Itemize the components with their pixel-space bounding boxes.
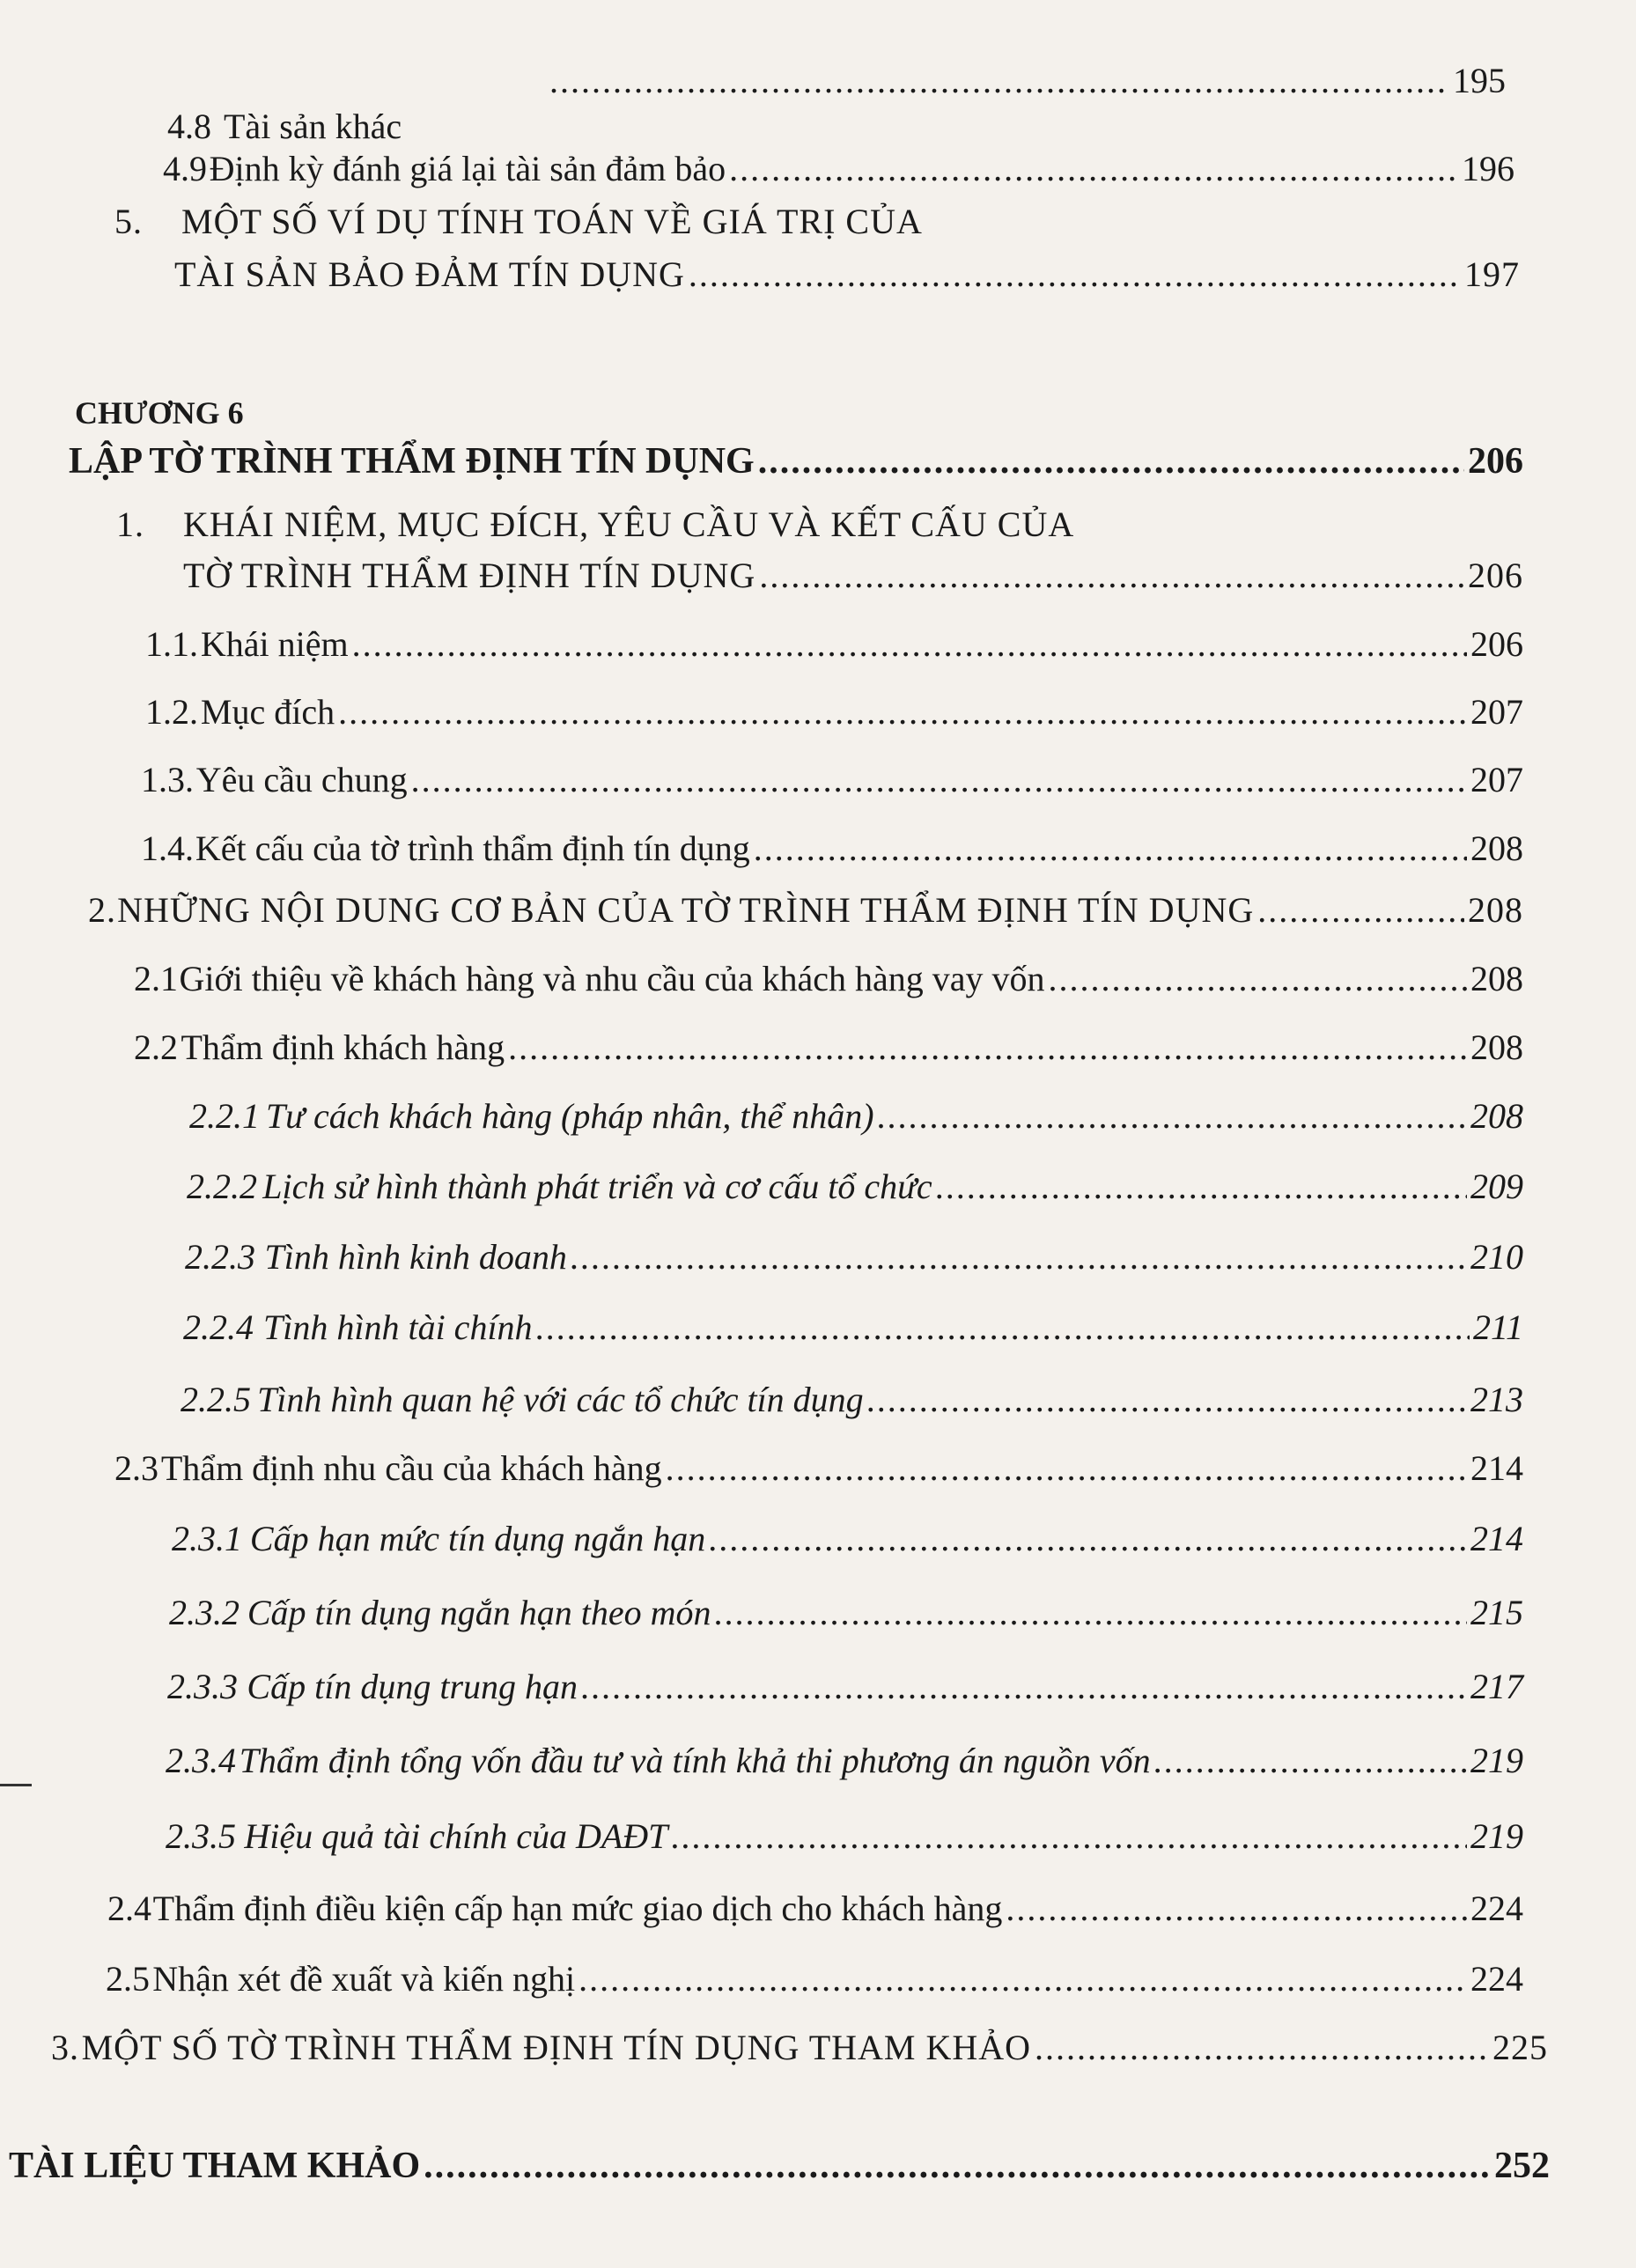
entry-number: 2.2.1 [189,1096,260,1136]
toc-entry [141,759,1523,800]
entry-title: Nhận xét đề xuất và kiến nghị [152,1959,576,1999]
section-number: 1. [116,504,144,544]
entry-title: Cấp tín dụng trung hạn [247,1667,578,1706]
leader-dots [867,1379,1467,1420]
entry-title: Tình hình quan hệ với các tổ chức tín dụng [257,1380,864,1419]
entry-number: 2.2 [134,1027,178,1067]
leader-dots [754,828,1467,869]
chapter-label: CHƯƠNG 6 [75,395,244,431]
entry-number: 2.3.4 [166,1741,236,1780]
leader-dots [1154,1740,1467,1781]
entry-title: Thẩm định điều kiện cấp hạn mức giao dịch cho khách hàng [152,1889,1003,1928]
page-number: 208 [1468,890,1523,930]
entry-number: 4.9 [163,149,207,188]
leader-dots [1035,2027,1489,2068]
leader-dots [1006,1888,1467,1929]
toc-entry [189,1095,1523,1137]
page-number: 219 [1470,1741,1523,1780]
page-number: 208 [1470,1096,1523,1136]
toc-entry [187,1166,1523,1207]
page-number: 196 [1462,149,1514,188]
leader-dots [759,555,1464,596]
entry-number: 2.1 [134,959,178,998]
entry-title: Định kỳ đánh giá lại tài sản đảm bảo [209,149,726,188]
entry-number: 1.2. [145,692,198,732]
page-number: 195 [1453,61,1506,100]
toc-entry [166,1815,1523,1857]
toc-entry [181,1379,1523,1420]
margin-mark [0,1784,32,1786]
leader-dots [936,1166,1467,1207]
entry-number: 1.1. [145,624,198,664]
section-title-line2: TỜ TRÌNH THẨM ĐỊNH TÍN DỤNG [183,556,756,595]
page-number: 209 [1470,1167,1523,1206]
leader-dots [709,1518,1467,1559]
leader-dots [508,1027,1467,1068]
page-number: 207 [1470,692,1523,732]
entry-title: Thẩm định nhu cầu của khách hàng [160,1448,662,1488]
entry-number: 4.8 [167,107,211,146]
entry-number: 1.4. [141,828,194,868]
page-number: 214 [1470,1519,1523,1558]
section-heading [116,504,1074,545]
entry-number: 2.2.2 [187,1167,257,1206]
entry-title: Mục đích [200,692,335,732]
leader-dots [338,691,1467,733]
section-title-line1: MỘT SỐ VÍ DỤ TÍNH TOÁN VỀ GIÁ TRỊ CỦA [181,202,923,241]
leader-dots [424,2145,1491,2187]
entry-title: Thẩm định khách hàng [181,1027,505,1067]
leader-dots [578,1958,1467,1999]
section-title-line1: KHÁI NIỆM, MỤC ĐÍCH, YÊU CẦU VÀ KẾT CẤU CỦA [183,504,1075,544]
entry-number: 2.2.4 [183,1307,254,1347]
page-number: 208 [1470,1027,1523,1067]
leader-dots [549,60,1449,101]
page-number: 207 [1470,760,1523,799]
entry-title: Cấp tín dụng ngắn hạn theo món [247,1593,711,1632]
entry-title: Tình hình tài chính [262,1307,533,1347]
page-number: 206 [1470,624,1523,664]
leader-dots [536,1307,1470,1348]
entry-number: 2.3.2 [169,1593,240,1632]
leader-dots [1049,958,1467,999]
entry-title: Tài sản khác [224,107,402,146]
toc-entry [183,555,1523,596]
entry-title: Yêu cầu chung [195,760,408,799]
leader-dots [411,759,1467,800]
toc-entry [169,1592,1523,1633]
toc-entry [145,623,1523,665]
toc-line-top [546,60,1506,101]
entry-title: Cấp hạn mức tín dụng ngắn hạn [249,1519,706,1558]
toc-entry [114,1447,1523,1489]
page-number: 208 [1470,828,1523,868]
entry-number: 2.3.5 [166,1816,236,1856]
entry-title: Lịch sử hình thành phát triển và cơ cấu tổ chức [262,1167,932,1206]
chapter-title: LẬP TỜ TRÌNH THẨM ĐỊNH TÍN DỤNG [69,441,755,482]
toc-entry [167,106,555,147]
section-heading [114,201,923,242]
leader-dots [571,1236,1467,1278]
page-number: 224 [1470,1959,1523,1999]
toc-entry [106,1958,1523,1999]
toc-entry [145,691,1523,733]
page-number: 219 [1470,1816,1523,1856]
page-number: 213 [1470,1380,1523,1419]
page-number: 225 [1492,2028,1548,2067]
entry-number: 2.3.1 [172,1519,242,1558]
toc-entry [185,1236,1523,1278]
entry-number: 2.4 [107,1889,151,1928]
page-number: 197 [1464,254,1520,294]
entry-title: Hiệu quả tài chính của DAĐT [244,1816,668,1856]
entry-number: 1.3. [141,760,194,799]
page-number: 210 [1470,1237,1523,1277]
leader-dots [671,1815,1467,1857]
leader-dots [758,440,1464,482]
section-title-line2: TÀI SẢN BẢO ĐẢM TÍN DỤNG [174,254,685,294]
leader-dots [666,1447,1467,1489]
page-number: 208 [1470,959,1523,998]
toc-entry [163,148,1514,189]
entry-title: Kết cấu của tờ trình thẩm định tín dụng [195,828,750,868]
entry-title: Tư cách khách hàng (pháp nhân, thể nhân) [265,1096,874,1136]
leader-dots [729,148,1458,189]
leader-dots [1257,889,1464,931]
entry-title: Thẩm định tổng vốn đầu tư và tính khả thi phương án nguồn vốn [239,1741,1151,1780]
page-number: 217 [1470,1667,1523,1706]
toc-entry [166,1740,1523,1781]
toc-entry [174,254,1520,295]
entry-title: Khái niệm [200,624,349,664]
chapter-title-entry [69,440,1523,482]
leader-dots [352,623,1467,665]
toc-entry [51,2027,1548,2068]
leader-dots [689,254,1461,295]
section-number: 2. [88,890,116,930]
entry-number: 2.2.5 [181,1380,251,1419]
entry-title: Tình hình kinh doanh [264,1237,567,1277]
toc-entry [107,1888,1523,1929]
entry-number: 2.5 [106,1959,150,1999]
page-number: 211 [1472,1307,1523,1347]
leader-dots [581,1666,1467,1707]
references-title: TÀI LIỆU THAM KHẢO [9,2146,421,2186]
toc-entry [9,2145,1550,2187]
toc-entry [134,958,1523,999]
page-number: 206 [1468,441,1523,482]
leader-dots [715,1592,1467,1633]
page-number: 215 [1470,1593,1523,1632]
entry-title: Giới thiệu về khách hàng và nhu cầu của khách hàng vay vốn [179,959,1045,998]
page-number: 252 [1494,2146,1550,2186]
section-number: 3. [51,2028,79,2067]
page-number: 224 [1470,1889,1523,1928]
entry-number: 2.2.3 [185,1237,255,1277]
section-title: NHỮNG NỘI DUNG CƠ BẢN CỦA TỜ TRÌNH THẨM ĐỊNH TÍN DỤNG [117,890,1255,930]
page-number: 214 [1470,1448,1523,1488]
toc-entry [167,1666,1523,1707]
entry-number: 2.3 [114,1448,158,1488]
toc-entry [141,828,1523,869]
section-title: MỘT SỐ TỜ TRÌNH THẨM ĐỊNH TÍN DỤNG THAM KHẢO [81,2028,1032,2067]
toc-entry [183,1307,1523,1348]
section-number: 5. [114,202,143,241]
toc-entry [134,1027,1523,1068]
toc-entry [172,1518,1523,1559]
leader-dots [878,1095,1467,1137]
page-number: 206 [1468,556,1523,595]
entry-number: 2.3.3 [167,1667,238,1706]
toc-entry [88,889,1523,931]
